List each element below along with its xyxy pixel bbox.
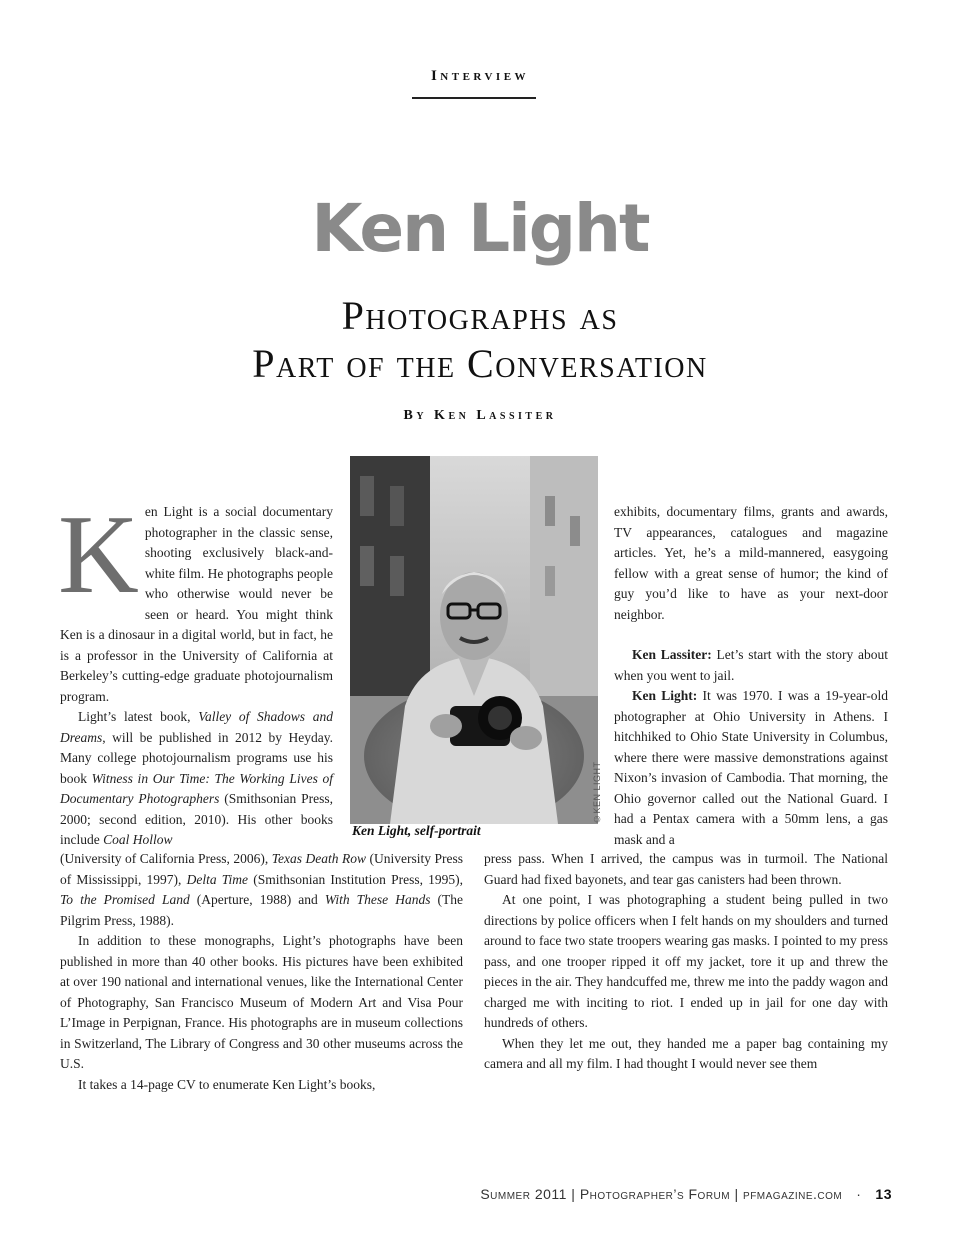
subtitle-line-1: Photographs as — [341, 293, 619, 338]
column-right-lower — [484, 849, 888, 1075]
cv-paragraph: It takes a 14-page CV to enumerate Ken Light’s books, — [78, 1076, 376, 1092]
page-number: 13 — [875, 1186, 892, 1202]
footer-separator: · — [856, 1186, 862, 1202]
column-left-lower — [60, 849, 463, 1095]
section-rule — [412, 97, 536, 99]
book-title: Delta Time — [186, 871, 249, 887]
question-1: Ken Lassiter: Let’s start with the story about when you went to jail. — [614, 647, 888, 683]
byline: By Ken Lassiter — [403, 408, 557, 423]
books-paragraph: Light’s latest book, Valley of Shadows and Dreams, will be published in 2012 by Heyday. Many college photojournalism programs use his book Witness in Our Time: The Working Lives of Documentary Photographers (Smithsonian Press, 2000; second edition, 2010). His other books include Coal Hollow — [60, 709, 333, 847]
section-label: Interview — [430, 68, 530, 84]
intro-paragraph: Ken Light is a social documentary photographer in the classic sense, shooting exclusively black-and-white film. He photographs people who otherwise would never be seen or heard. You might think Ken is a dinosaur in a digital world, but in fact, he is a professor in the University of California at Berkeley’s cutting-edge graduate photojournalism program. — [58, 493, 333, 704]
answer-1: Ken Light: It was 1970. I was a 19-year-old photographer at Ohio University in Athens. I hitchhiked to Ohio State University in Columbus, where there were massive demonstrations against Nixon’s invasion of Cambodia. That morning, the Ohio governor called out the National Guard. I had a Pentax camera with a 50mm lens, a gas mask and a — [614, 688, 888, 847]
book-title: To the Promised Land — [60, 892, 190, 907]
speaker-label: Ken Lassiter: — [632, 647, 712, 662]
cv-continuation: exhibits, documentary films, grants and awards, TV appearances, catalogues and magazine articles. Yet, he’s a mild-mannered, easygoing fellow with a great sense of humor; the kind of guy you’d like to have as your next-door neighbor. — [614, 504, 888, 622]
footer-text: Summer 2011 | Photographer’s Forum | pfmagazine.com — [480, 1186, 843, 1202]
book-title: With These Hands — [324, 892, 431, 907]
answer-2: At one point, I was photographing a student being pulled in two directions by police officers when I felt hands on my shoulders and turned around to face two state troopers wearing gas masks. I pointed to my press pass, and one trooper ripped it off my jacket, tore it up and threw the pieces in the air. They handcuffed me, threw me into the paddy wagon and charged me with inciting to riot. I ended up in jail for one day with hundreds of others. — [484, 892, 888, 1030]
article-subtitle — [0, 292, 960, 388]
subtitle-line-2: Part of the Conversation — [252, 341, 708, 386]
article-title: Ken Light — [311, 190, 649, 267]
books-continuation: (University of California Press, 2006), Texas Death Row (University Press of Mississippi, 1997), Delta Time (Smithsonian Institution Press, 1995), To the Promised Land (Aperture, 1988) and With These Hands (The Pilgrim Press, 1988). — [60, 851, 464, 928]
book-title: Witness in Our Time: The Working Lives of Documentary Photographers — [60, 770, 333, 806]
page-footer — [0, 1186, 892, 1202]
exhibitions-paragraph: In addition to these monographs, Light’s photographs have been published in more than 40 other books. His pictures have been exhibited at over 190 national and international venues, like the International Center of Photography, San Francisco Museum of Modern Art and Visa Pour L’Image in Perpignan, France. His photographs are in museum collections in Switzerland, The Library of Congress and 30 other museums across the U.S. — [60, 933, 463, 1071]
photo-caption: Ken Light, self-portrait — [352, 823, 481, 838]
speaker-label: Ken Light: — [632, 688, 698, 703]
book-title: Valley of Shadows and Dreams — [60, 709, 333, 745]
column-right-upper — [614, 502, 888, 850]
book-title: Coal Hollow — [103, 832, 173, 847]
column-left — [58, 493, 333, 851]
drop-cap: K — [58, 493, 139, 617]
book-title: Texas Death Row — [271, 851, 366, 866]
answer-3: When they let me out, they handed me a paper bag containing my camera and all my film. I had thought I would never see them — [484, 1035, 888, 1071]
answer-1-continuation: press pass. When I arrived, the campus was in turmoil. The National Guard had fixed bayonets, and tear gas canisters had been thrown. — [484, 851, 888, 887]
self-portrait-photo — [350, 456, 598, 824]
photo-credit: ©KEN LIGHT — [592, 761, 602, 824]
